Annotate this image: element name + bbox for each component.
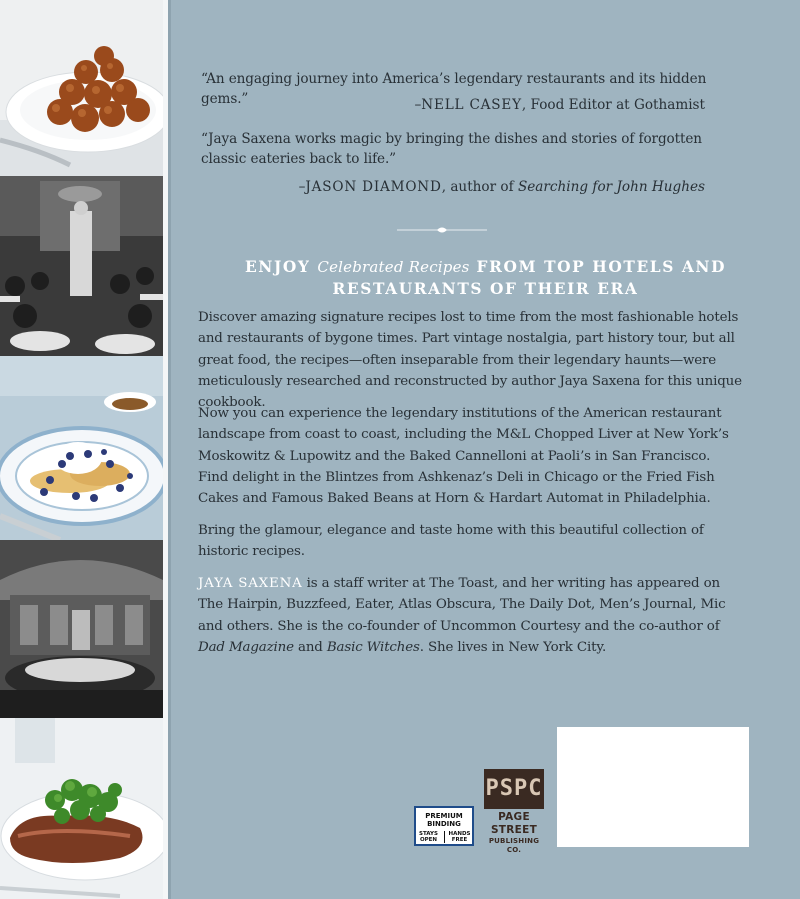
- photo-strip: [0, 0, 163, 899]
- author-bio: JAYA SAXENA is a staff writer at The Toast, and her writing has appeared on The Hairpin, Buzzfeed, Eater, Atlas Obscura, The Daily Dot, Men’s Journal, Mic and others. She is the co-founder of Uncommon Courtesy and the co-author of Dad Magazine and Basic Witches. She lives in New York City.: [198, 576, 726, 655]
- book-title-1: Dad Magazine: [198, 639, 294, 655]
- paragraph-3: Bring the glamour, elegance and taste home with this beautiful collection of historic recipes.: [198, 523, 704, 560]
- description-2: [198, 403, 743, 509]
- photo-blintzes: [0, 356, 163, 540]
- book-title-2: Basic Witches: [326, 639, 420, 655]
- publisher-name: PAGE STREET: [490, 811, 538, 836]
- quote-2-book-title: Searching for John Hughes: [517, 179, 705, 195]
- quote-2-text: “Jaya Saxena works magic by bringing the dishes and stories of forgotten classic eateries back to life.”: [201, 131, 702, 167]
- publisher-subtitle: PUBLISHING CO.: [488, 837, 540, 854]
- description-3: [198, 520, 743, 563]
- photo-vintage-restaurant: [0, 540, 163, 718]
- badge-left-text: STAYS OPEN: [419, 831, 438, 843]
- heading-line-2: RESTAURANTS OF THEIR ERA: [332, 280, 639, 298]
- badge-title: PREMIUM BINDING: [425, 812, 463, 828]
- photo-vintage-dining-room: [0, 176, 163, 356]
- description: [198, 307, 743, 413]
- paragraph-2: Now you can experience the legendary institutions of the American restaurant landscape from coast to coast, including the M&L Chopped Liver at New York’s Moskowitz & Lupowitz and the Baked Cannelloni at Paoli’s in San Francisco. Find delight in the Blintzes from Ashkenaz’s Deli in Chicago or the Fried Fish Cakes and Famous Baked Beans at Horn & Hardart Automat in Philadelphia.: [198, 406, 729, 507]
- quote-2-author: JASON DIAMOND: [305, 179, 442, 195]
- photo-steak: [0, 718, 163, 899]
- paragraph-1: Discover amazing signature recipes lost to time from the most fashionable hotels and restaurants of bygone times. Part vintage nostalgia, part history tour, but all great food, the recipes—often inseparable from their legendary haunts—were meticulously researched and reconstructed by author Jaya Saxena for this unique cookbook.: [198, 310, 742, 411]
- barcode-area: [557, 727, 749, 847]
- ornament-divider: [397, 225, 487, 235]
- publisher-logo: [484, 769, 544, 854]
- badge-right-text: HANDS FREE: [448, 831, 471, 843]
- premium-binding-badge: [414, 806, 474, 846]
- heading-line-1: ENJOY Celebrated Recipes FROM TOP HOTELS AND: [244, 258, 727, 276]
- publisher-mark: PSPC: [484, 769, 544, 809]
- author-name: JAYA SAXENA: [198, 576, 303, 591]
- quote-2-attribution: –JASON DIAMOND, author of Searching for John Hughes: [298, 179, 705, 195]
- quote-1-attribution: –NELL CASEY, Food Editor at Gothamist: [414, 97, 705, 113]
- quote-1-text: “An engaging journey into America’s legendary restaurants and its hidden gems.”: [201, 71, 707, 107]
- heading-script: Celebrated Recipes: [317, 258, 470, 276]
- quote-1-author: NELL CASEY: [421, 97, 522, 113]
- photo-doughnut-holes: [0, 0, 163, 176]
